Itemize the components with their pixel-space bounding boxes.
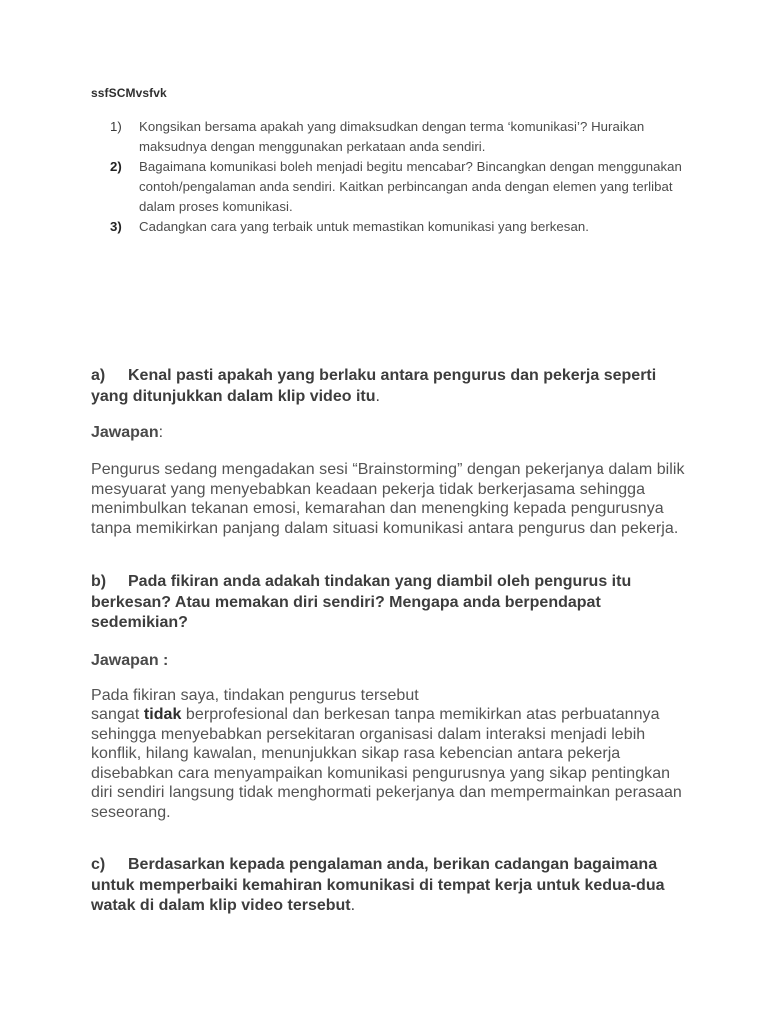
section-a-question-text: Kenal pasti apakah yang berlaku antara pengurus dan pekerja seperti yang ditunjukkan dalam klip video itu	[91, 367, 657, 405]
list-item	[110, 157, 690, 217]
section-b	[91, 572, 691, 822]
section-b-jawapan-label	[91, 651, 691, 671]
document-code: ssfSCMvsfvk	[91, 86, 167, 100]
section-a-letter: a)	[91, 367, 106, 384]
section-c-question-end: .	[350, 897, 356, 914]
section-a-answer: Pengurus sedang mengadakan sesi “Brainstorming” dengan pekerjanya dalam bilik mesyuarat yang menyebabkan keadaan pekerja tidak berkerjasama sehingga menimbulkan tekanan emosi, kemarahan dan menengking kepada pengurusnya tanpa memikirkan panjang dalam situasi komunikasi antara pengurus dan pekerja.	[91, 461, 685, 537]
section-b-answer-pre: sangat	[91, 706, 144, 723]
section-a	[91, 366, 691, 538]
section-b-question-text: Pada fikiran anda adakah tindakan yang diambil oleh pengurus itu berkesan? Atau memakan diri sendiri? Mengapa anda berpendapat sedemikian?	[91, 573, 632, 631]
section-a-question	[91, 366, 691, 407]
section-c-question-text: Berdasarkan kepada pengalaman anda, berikan cadangan bagaimana untuk memperbaiki kemahiran komunikasi di tempat kerja untuk kedua-dua watak di dalam klip video tersebut	[91, 856, 665, 914]
question-text: Bagaimana komunikasi boleh menjadi begitu mencabar? Bincangkan dengan menggunakan contoh/pengalaman anda sendiri. Kaitkan perbincangan anda dengan elemen yang terlibat dalam proses komunikasi.	[139, 159, 682, 214]
question-list	[110, 117, 690, 237]
section-b-question	[91, 572, 691, 634]
section-c	[91, 855, 691, 917]
section-a-jawapan-label	[91, 423, 691, 443]
section-b-answer-post: berprofesional dan berkesan tanpa memikirkan atas perbuatannya sehingga menyebabkan persekitaran organisasi dalam interaksi menjadi lebih konflik, hilang kawalan, menunjukkan sikap rasa kebencian antara pekerja disebabkan cara menyampaikan komunikasi pengurusnya yang sikap pentingkan diri sendiri langsung tidak menghormati pekerjanya dan mempermainkan perasaan seseorang.	[91, 706, 682, 821]
section-a-question-end: .	[375, 387, 380, 405]
list-item	[110, 217, 690, 237]
section-b-answer	[91, 686, 691, 823]
question-number: 2)	[110, 159, 122, 174]
section-b-answer-line1: Pada fikiran saya, tindakan pengurus tersebut	[91, 686, 419, 704]
jawapan-label-text: Jawapan :	[91, 651, 169, 669]
question-text: Cadangkan cara yang terbaik untuk memastikan komunikasi yang berkesan.	[139, 219, 589, 234]
list-item	[110, 117, 690, 157]
section-c-question	[91, 855, 691, 917]
section-b-letter: b)	[91, 573, 107, 590]
jawapan-label-text: Jawapan	[91, 424, 159, 441]
section-c-letter: c)	[91, 856, 106, 873]
section-b-answer-bold: tidak	[143, 706, 182, 723]
jawapan-colon: :	[158, 424, 164, 441]
question-number: 1)	[110, 119, 122, 134]
question-number: 3)	[110, 219, 122, 234]
question-text: Kongsikan bersama apakah yang dimaksudkan dengan terma ‘komunikasi’? Huraikan maksudnya dengan menggunakan perkataan anda sendiri.	[139, 119, 645, 154]
